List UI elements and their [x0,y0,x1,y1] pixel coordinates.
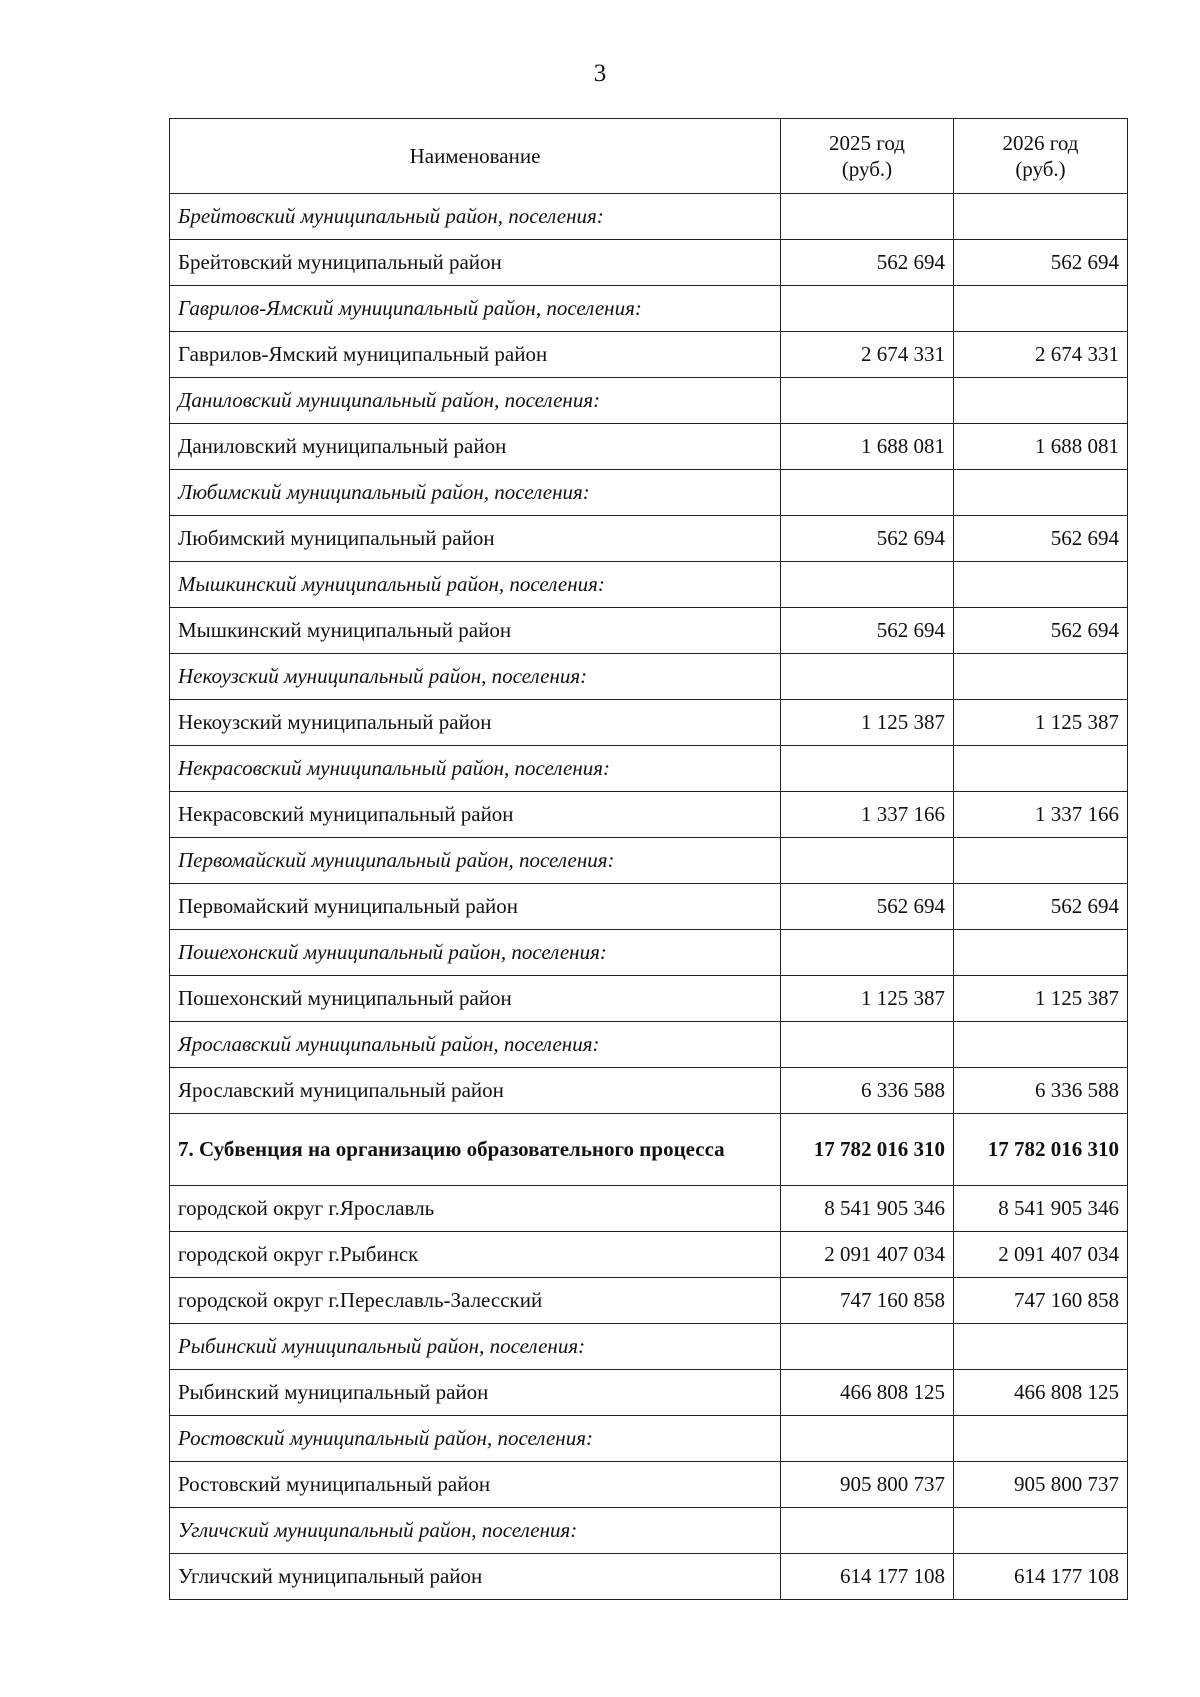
value-2025 [781,470,954,516]
row-label: Некрасовский муниципальный район [170,792,781,838]
value-2025: 1 337 166 [781,792,954,838]
row-label: 7. Субвенция на организацию образовательного процесса [170,1114,781,1186]
value-2025: 1 125 387 [781,976,954,1022]
value-2025: 562 694 [781,884,954,930]
section-total-row [170,1114,1128,1186]
value-2026: 562 694 [954,608,1128,654]
table-row [170,1554,1128,1600]
group-heading-row [170,378,1128,424]
value-2025 [781,838,954,884]
row-label: Рыбинский муниципальный район [170,1370,781,1416]
value-2025: 1 688 081 [781,424,954,470]
table-row [170,1232,1128,1278]
row-label: Первомайский муниципальный район [170,884,781,930]
value-2025: 747 160 858 [781,1278,954,1324]
value-2026 [954,746,1128,792]
row-label: Гаврилов-Ямский муниципальный район [170,332,781,378]
value-2026: 562 694 [954,516,1128,562]
table-row [170,608,1128,654]
table-row [170,1278,1128,1324]
row-label: городской округ г.Рыбинск [170,1232,781,1278]
value-2026: 1 125 387 [954,700,1128,746]
group-heading-row [170,562,1128,608]
value-2026: 1 125 387 [954,976,1128,1022]
header-year-2025 [781,119,954,194]
value-2025: 562 694 [781,516,954,562]
value-2026 [954,1324,1128,1370]
group-heading-row [170,286,1128,332]
value-2025 [781,562,954,608]
value-2025 [781,1508,954,1554]
row-label: Некоузский муниципальный район, поселения: [170,654,781,700]
value-2025 [781,1416,954,1462]
value-2026: 17 782 016 310 [954,1114,1128,1186]
table-row [170,792,1128,838]
value-2026 [954,654,1128,700]
row-label: Любимский муниципальный район [170,516,781,562]
value-2025: 905 800 737 [781,1462,954,1508]
value-2025 [781,194,954,240]
value-2025: 1 125 387 [781,700,954,746]
value-2026: 1 688 081 [954,424,1128,470]
table-row [170,1370,1128,1416]
value-2025 [781,930,954,976]
row-label: Мышкинский муниципальный район, поселения: [170,562,781,608]
value-2025: 562 694 [781,608,954,654]
value-2026 [954,1022,1128,1068]
row-label: Некоузский муниципальный район [170,700,781,746]
value-2025 [781,654,954,700]
header-year-2025-label: 2025 год [829,130,905,155]
row-label: городской округ г.Переславль-Залесский [170,1278,781,1324]
row-label: Угличский муниципальный район, поселения: [170,1508,781,1554]
table-row [170,332,1128,378]
header-year-2026-unit: (руб.) [1015,157,1066,181]
group-heading-row [170,1022,1128,1068]
value-2026 [954,838,1128,884]
row-label: Мышкинский муниципальный район [170,608,781,654]
header-name: Наименование [170,119,781,194]
value-2025: 562 694 [781,240,954,286]
value-2025: 17 782 016 310 [781,1114,954,1186]
value-2025 [781,746,954,792]
row-label: Угличский муниципальный район [170,1554,781,1600]
value-2026: 562 694 [954,240,1128,286]
value-2026: 562 694 [954,884,1128,930]
row-label: Гаврилов-Ямский муниципальный район, поселения: [170,286,781,332]
row-label: Ростовский муниципальный район [170,1462,781,1508]
value-2025: 8 541 905 346 [781,1186,954,1232]
group-heading-row [170,194,1128,240]
value-2026: 8 541 905 346 [954,1186,1128,1232]
value-2025: 6 336 588 [781,1068,954,1114]
value-2025 [781,1022,954,1068]
table-row [170,516,1128,562]
table-header-row [170,119,1128,194]
table-body [170,194,1128,1600]
row-label: городской округ г.Ярославль [170,1186,781,1232]
row-label: Рыбинский муниципальный район, поселения: [170,1324,781,1370]
value-2026 [954,286,1128,332]
value-2026: 905 800 737 [954,1462,1128,1508]
value-2026: 6 336 588 [954,1068,1128,1114]
value-2025: 466 808 125 [781,1370,954,1416]
value-2025: 2 674 331 [781,332,954,378]
header-year-2025-unit: (руб.) [841,157,893,181]
value-2025 [781,286,954,332]
table-row [170,1462,1128,1508]
value-2026 [954,562,1128,608]
page-number: 3 [593,60,607,87]
value-2025: 2 091 407 034 [781,1232,954,1278]
header-year-2026-label: 2026 год [1002,130,1079,155]
value-2025: 614 177 108 [781,1554,954,1600]
value-2026 [954,1508,1128,1554]
value-2025 [781,1324,954,1370]
group-heading-row [170,470,1128,516]
row-label: Пошехонский муниципальный район [170,976,781,1022]
row-label: Даниловский муниципальный район, поселения: [170,378,781,424]
value-2026: 614 177 108 [954,1554,1128,1600]
table-row [170,700,1128,746]
row-label: Некрасовский муниципальный район, поселения: [170,746,781,792]
value-2026 [954,470,1128,516]
value-2026 [954,194,1128,240]
value-2026: 747 160 858 [954,1278,1128,1324]
value-2026: 466 808 125 [954,1370,1128,1416]
group-heading-row [170,746,1128,792]
budget-table [169,118,1128,1600]
value-2026: 2 091 407 034 [954,1232,1128,1278]
row-label: Ярославский муниципальный район, поселения: [170,1022,781,1068]
row-label: Даниловский муниципальный район [170,424,781,470]
group-heading-row [170,838,1128,884]
value-2026 [954,1416,1128,1462]
group-heading-row [170,1324,1128,1370]
value-2026 [954,378,1128,424]
group-heading-row [170,930,1128,976]
table-row [170,1186,1128,1232]
row-label: Ростовский муниципальный район, поселения: [170,1416,781,1462]
table-row [170,240,1128,286]
table-row [170,1068,1128,1114]
value-2026 [954,930,1128,976]
value-2025 [781,378,954,424]
table-row [170,424,1128,470]
row-label: Ярославский муниципальный район [170,1068,781,1114]
value-2026: 1 337 166 [954,792,1128,838]
row-label: Брейтовский муниципальный район [170,240,781,286]
value-2026: 2 674 331 [954,332,1128,378]
table-row [170,884,1128,930]
group-heading-row [170,1508,1128,1554]
row-label: Первомайский муниципальный район, поселения: [170,838,781,884]
row-label: Пошехонский муниципальный район, поселения: [170,930,781,976]
group-heading-row [170,654,1128,700]
row-label: Брейтовский муниципальный район, поселения: [170,194,781,240]
row-label: Любимский муниципальный район, поселения: [170,470,781,516]
group-heading-row [170,1416,1128,1462]
header-year-2026 [954,119,1128,194]
table-row [170,976,1128,1022]
